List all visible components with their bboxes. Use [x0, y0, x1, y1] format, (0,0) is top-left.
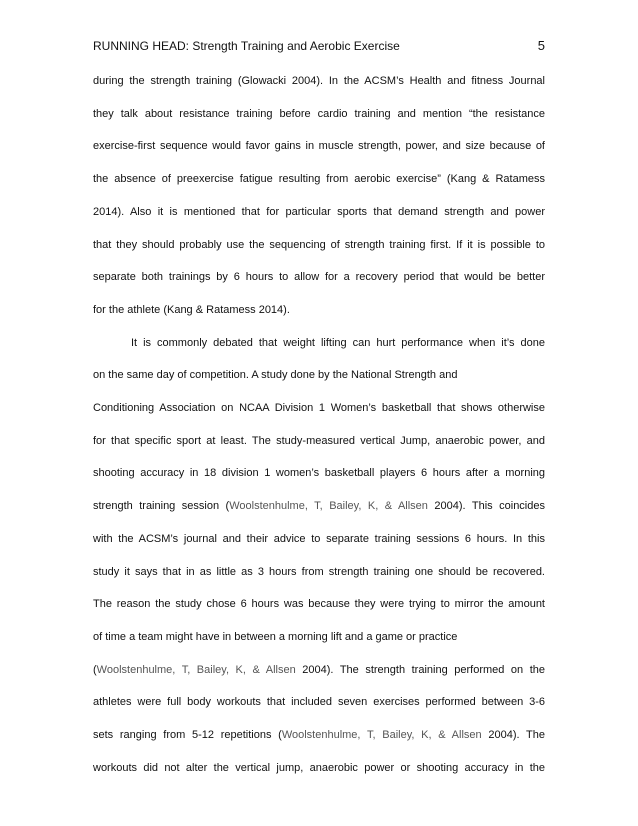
- page-number: 5: [537, 38, 545, 53]
- page-header: [93, 38, 545, 54]
- line-text: during the strength training (Glowacki 2004). In the ACSM’s Health and fitness Journal: [93, 75, 545, 87]
- line-text: 2004). The strength training performed on the: [295, 663, 546, 676]
- line-text: athletes were full body workouts that included seven exercises performed between 3-6: [93, 696, 545, 709]
- line-text: It is commonly debated that weight lifting can hurt performance when it’s done: [131, 336, 545, 349]
- line-text: separate both trainings by 6 hours to allow for a recovery period that would be better: [93, 271, 545, 284]
- text-line: [93, 367, 545, 383]
- line-text: shooting accuracy in 18 division 1 women’s basketball players 6 hours after a morning: [93, 467, 545, 480]
- text-line: [93, 171, 545, 187]
- text-line: [93, 760, 545, 776]
- citation-text: Woolstenhulme, T, Bailey, K, & Allsen: [96, 663, 296, 676]
- line-text: strength training session (: [93, 500, 230, 513]
- text-line: [93, 106, 545, 122]
- line-text: for the athlete (Kang & Ratamess 2014).: [93, 303, 290, 316]
- line-text: workouts did not alter the vertical jump, anaerobic power or shooting accuracy in the: [93, 761, 545, 774]
- line-text: on the same day of competition. A study done by the National Strength and: [93, 369, 458, 382]
- citation-text: Woolstenhulme, T, Bailey, K, & Allsen: [281, 729, 482, 741]
- text-line: [93, 465, 545, 481]
- line-text: The reason the study chose 6 hours was because they were trying to mirror the amount: [93, 598, 545, 611]
- line-text: that they should probably use the sequencing of strength training first. If it is possible to: [93, 238, 545, 251]
- text-line: [93, 564, 545, 580]
- text-line: [93, 73, 545, 89]
- line-text: sets ranging from 5-12 repetitions (: [93, 729, 282, 741]
- line-text: they talk about resistance training before cardio training and mention “the resistance: [93, 107, 545, 120]
- text-line: [93, 727, 545, 743]
- line-text: Conditioning Association on NCAA Division 1 Women’s basketball that shows otherwise: [93, 402, 545, 414]
- text-line: [93, 694, 545, 710]
- text-line: [93, 433, 545, 449]
- line-text: 2014). Also it is mentioned that for particular sports that demand strength and power: [93, 205, 545, 218]
- text-line: [93, 531, 545, 547]
- text-line: [93, 662, 545, 678]
- line-text: (: [93, 663, 97, 676]
- text-line: [93, 629, 545, 645]
- text-line: [93, 596, 545, 612]
- running-head: RUNNING HEAD: Strength Training and Aerobic Exercise: [93, 39, 400, 53]
- text-line: [93, 335, 545, 351]
- text-line: [93, 138, 545, 154]
- line-text: with the ACSM’s journal and their advice to separate training sessions 6 hours. In this: [93, 532, 545, 545]
- text-line: [93, 302, 545, 318]
- text-line: [93, 400, 545, 416]
- text-line: [93, 498, 545, 514]
- text-line: [93, 269, 545, 285]
- line-text: exercise-first sequence would favor gains in muscle strength, power, and size because of: [93, 140, 545, 153]
- line-text: study it says that in as little as 3 hours from strength training one should be recovered.: [93, 565, 545, 578]
- line-text: the absence of preexercise fatigue resulting from aerobic exercise” (Kang & Ratamess: [93, 173, 545, 186]
- line-text: 2004). This coincides: [427, 500, 545, 513]
- line-text: 2004). The: [481, 729, 545, 741]
- citation-text: Woolstenhulme, T, Bailey, K, & Allsen: [229, 500, 428, 513]
- line-text: of time a team might have in between a morning lift and a game or practice: [93, 630, 458, 643]
- text-line: [93, 204, 545, 220]
- line-text: for that specific sport at least. The study-measured vertical Jump, anaerobic power, and: [93, 434, 545, 447]
- text-line: [93, 237, 545, 253]
